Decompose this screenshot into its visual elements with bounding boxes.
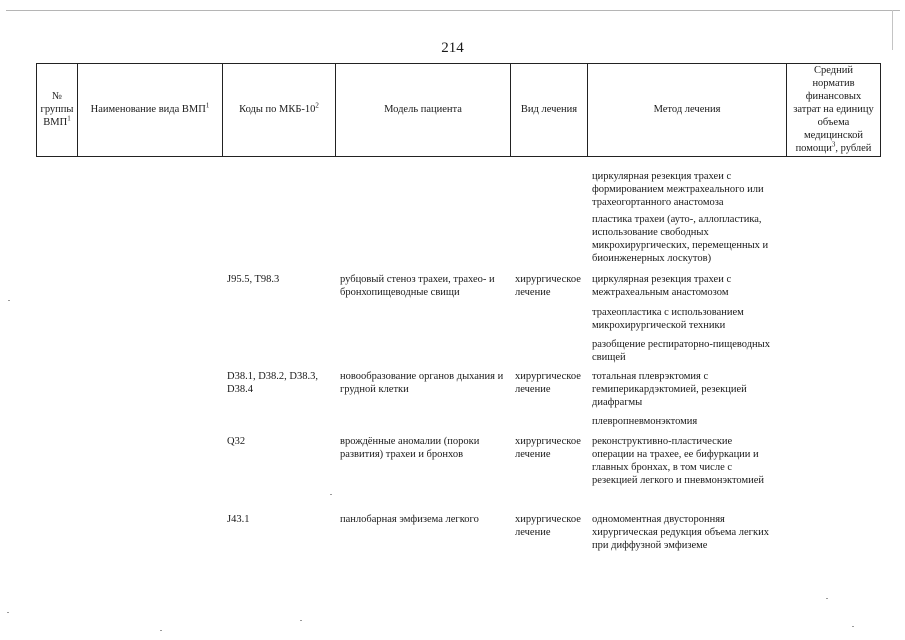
icd-codes-cell: J95.5, T98.3 <box>227 274 280 285</box>
method-text: циркулярная резекция трахеи с формированием межтрахеального или трахеогортанного анастомоза <box>592 171 764 208</box>
scan-speck <box>852 626 854 627</box>
scan-speck <box>826 598 828 599</box>
method-text: циркулярная резекция трахеи с межтрахеальным анастомозом <box>592 274 732 298</box>
method-text: трахеопластика с использованием микрохирургической техники <box>592 307 744 331</box>
patient-model-cell: рубцовый стеноз трахеи, трахео- и бронхопищеводные свищи <box>340 274 495 298</box>
patient-model-cell: новообразование органов дыхания и грудной клетки <box>340 371 504 395</box>
header-bottom-border <box>36 156 881 157</box>
method-text: одномоментная двусторонняя хирургическая редукция объема легких при диффузной эмфиземе <box>592 514 769 551</box>
patient-model-cell: врождённые аномалии (пороки развития) трахеи и бронхов <box>340 436 480 460</box>
scan-speck <box>8 300 10 301</box>
page-number: 214 <box>441 40 464 56</box>
treatment-type-cell: хирургическое лечение <box>515 274 581 298</box>
scan-speck <box>160 630 162 631</box>
patient-model-cell: панлобарная эмфизема легкого <box>340 514 479 525</box>
method-text: пластика трахеи (ауто-, аллопластика, использование свободных микрохирургических, перемещенных и биоинженерных лоскутов) <box>592 214 769 264</box>
method-text: плевропневмонэктомия <box>592 416 698 427</box>
header-treatment-method: Метод лечения <box>653 104 721 115</box>
header-vmp-name: Наименование вида ВМП$^1$ <box>90 101 210 115</box>
scan-speck <box>330 494 332 495</box>
treatment-type-cell: хирургическое лечение <box>515 371 581 395</box>
scan-speck <box>300 620 302 621</box>
method-text: реконструктивно-пластические операции на трахее, ее бифуркации и главных бронхах, в том числе с резекцией легкого и пневмонэктомией <box>592 436 764 486</box>
scan-speck <box>7 612 9 613</box>
treatment-type-cell: хирургическое лечение <box>515 436 581 460</box>
header-patient-model: Модель пациента <box>384 104 462 115</box>
icd-codes-cell: Q32 <box>227 436 246 447</box>
page-edge-top <box>6 10 900 11</box>
treatment-type-cell: хирургическое лечение <box>515 514 581 538</box>
icd-codes-cell: D38.1, D38.2, D38.3, D38.4 <box>227 371 318 395</box>
method-text: тотальная плеврэктомия с гемиперикардэктомией, резекцией диафрагмы <box>592 371 747 408</box>
header-icd-codes: Коды по МКБ-$10^2$ <box>239 101 319 115</box>
column-divider <box>880 63 881 156</box>
header-treatment-type: Вид лечения <box>520 104 578 115</box>
method-text: разобщение респираторно-пищеводных свищей <box>592 339 770 363</box>
header-cost-norm: Средний норматив финансовых затрат на единицу объема медицинской помощи$^3$, рублей <box>793 65 874 154</box>
icd-codes-cell: J43.1 <box>227 514 250 525</box>
header-group-no: № группы ВМП$^1$ <box>40 91 74 128</box>
